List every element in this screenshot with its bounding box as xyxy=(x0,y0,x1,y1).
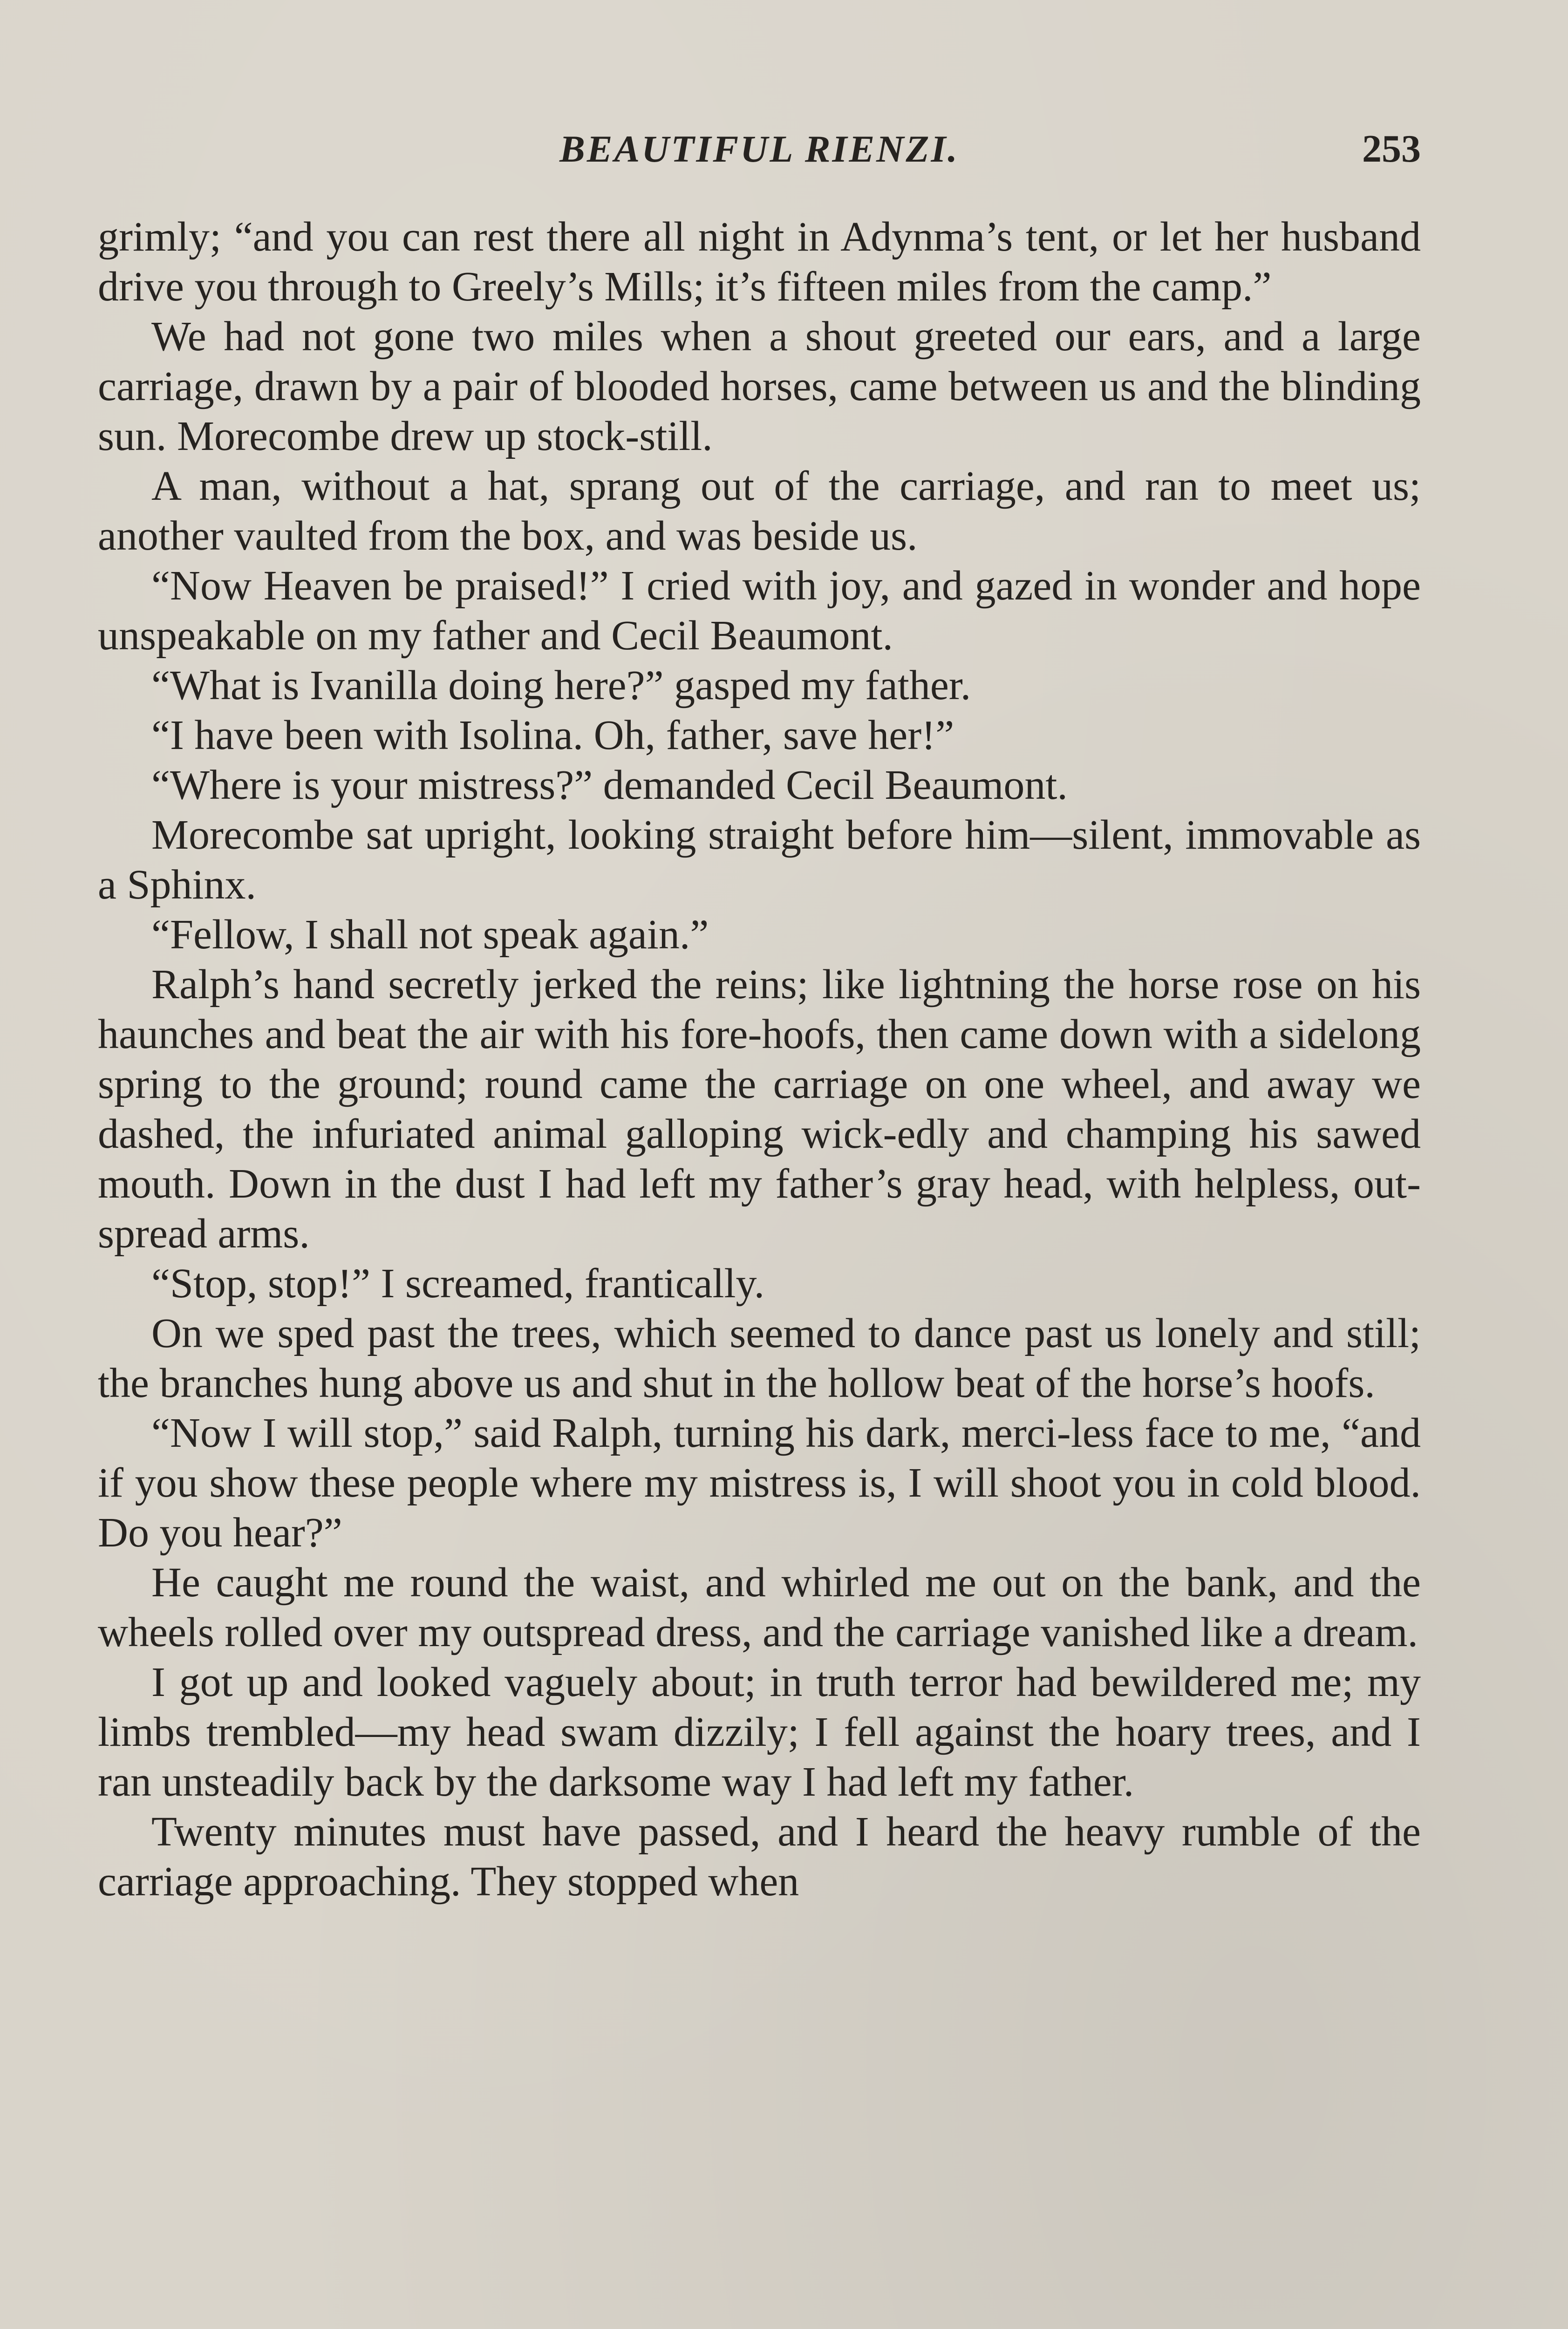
page-number: 253 xyxy=(1362,127,1421,170)
paragraph: Twenty minutes must have passed, and I heard the heavy rumble of the carriage approaching. They stopped when xyxy=(98,1809,1421,1905)
running-head xyxy=(98,123,1421,175)
paragraph: grimly; “and you can rest there all night in Adynma’s tent, or let her husband drive you through to Greely’s Mills; it’s fifteen miles from the camp.” xyxy=(98,214,1421,310)
paragraph: “Fellow, I shall not speak again.” xyxy=(151,912,709,958)
paragraph: We had not gone two miles when a shout greeted our ears, and a large carriage, drawn by a pair of blooded horses, came between us and the blinding sun. Morecombe drew up stock-still. xyxy=(98,313,1421,459)
running-title: BEAUTIFUL RIENZI. xyxy=(559,128,959,170)
paragraph: “I have been with Isolina. Oh, father, save her!” xyxy=(151,712,954,758)
paragraph: “Stop, stop!” I screamed, frantically. xyxy=(151,1260,765,1307)
body-text xyxy=(98,212,1421,2329)
paragraph: “What is Ivanilla doing here?” gasped my father. xyxy=(151,662,971,708)
paragraph: On we sped past the trees, which seemed to dance past us lonely and still; the branches hung above us and shut in the hollow beat of the horse’s hoofs. xyxy=(98,1310,1421,1406)
paragraph: A man, without a hat, sprang out of the carriage, and ran to meet us; another vaulted from the box, and was beside us. xyxy=(98,463,1421,559)
paragraph: “Where is your mistress?” demanded Cecil Beaumont. xyxy=(151,762,1068,808)
paragraph: I got up and looked vaguely about; in truth terror had bewildered me; my limbs trembled—my head swam dizzily; I fell against the hoary trees, and I ran unsteadily back by the darksome way I had left my father. xyxy=(98,1659,1421,1805)
paragraph: “Now I will stop,” said Ralph, turning his dark, merci-less face to me, “and if you show these people where my mistress is, I will shoot you in cold blood. Do you hear?” xyxy=(98,1410,1421,1556)
paragraph: Morecombe sat upright, looking straight before him—silent, immovable as a Sphinx. xyxy=(98,812,1421,908)
paragraph: He caught me round the waist, and whirled me out on the bank, and the wheels rolled over my outspread dress, and the carriage vanished like a dream. xyxy=(98,1559,1421,1655)
paragraph: “Now Heaven be praised!” I cried with joy, and gazed in wonder and hope unspeakable on my father and Cecil Beaumont. xyxy=(98,563,1421,659)
paragraph: Ralph’s hand secretly jerked the reins; like lightning the horse rose on his haunches and beat the air with his fore-hoofs, then came down with a sidelong spring to the ground; round came the carriage on one wheel, and away we dashed, the infuriated animal galloping wick-edly and champing his sawed mouth. Down in the dust I had left my father’s gray head, with helpless, out-spread arms. xyxy=(98,961,1421,1257)
